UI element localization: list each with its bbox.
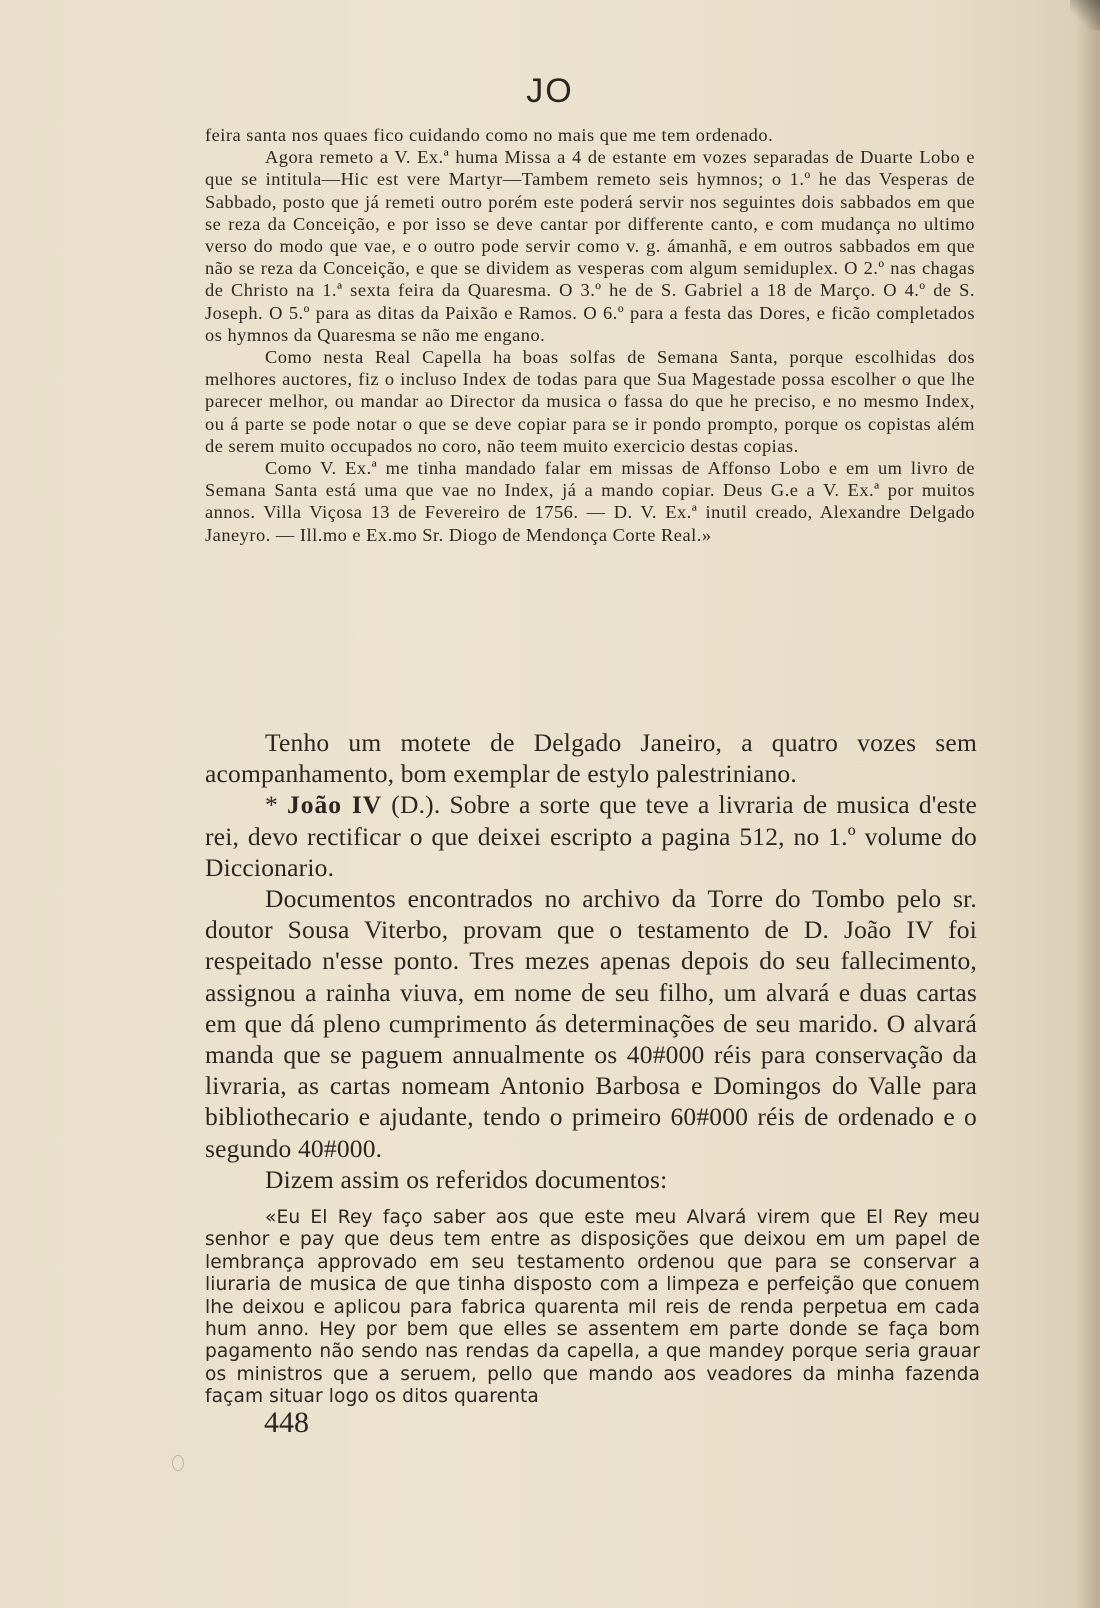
quote-paragraph-1: «Eu El Rey faço saber aos que este meu Alvará virem que El Rey meu senhor e pay que deus tem entre as disposições que deixou em um papel de lembrança approvado em seu testamento ordenou que para se conservar a liuraria de musica de que tinha disposto com a limpeza e perfeição que conuem lhe deixou e aplicou para fabrica quarenta mil reis de renda perpetua em cada hum anno. Hey por bem que elles se assentem em parte donde se faça bom pagamento não sendo nas rendas da capella, a que mandey porque seria grauar os ministros que a seruem, pello que mando aos veadores da minha fazenda façam situar logo os ditos quarenta — [205, 1207, 980, 1408]
body-paragraph-3: Documentos encontrados no archivo da Torre do Tombo pelo sr. doutor Sousa Viterbo, provam que o testamento de D. João IV foi respeitado n'esse ponto. Tres mezes apenas depois do seu fallecimento, assignou a rainha viuva, em nome de seu filho, um alvará e duas cartas em que dá pleno cumprimento ás determinações de seu marido. O alvará manda que se paguem annualmente os 40#000 réis para conservação da livraria, as cartas nomeam Antonio Barbosa e Domingos do Valle para bibliothecario e ajudante, tendo o primeiro 60#000 réis de ordenado e o segundo 40#000. — [205, 884, 977, 1163]
letter-paragraph-4: Como V. Ex.ª me tinha mandado falar em missas de Affonso Lobo e em um livro de Semana Santa está uma que vae no Index, já a mando copiar. Deus G.e a V. Ex.ª por muitos annos. Villa Viçosa 13 de Fevereiro de 1756. — D. V. Ex.ª inutil creado, Alexandre Delgado Janeyro. — Ill.mo e Ex.mo Sr. Diogo de Mendonça Corte Real.» — [205, 458, 975, 545]
page-number: 448 — [264, 1406, 309, 1439]
entry-marker: * — [265, 790, 278, 820]
entry-text: (D.). Sobre a sorte que teve a livraria de musica d'este rei, devo rectificar o que deixei escripto a pagina 512, no 1.º volume do Diccionario. — [205, 790, 978, 882]
ink-blot — [172, 1455, 184, 1471]
letter-paragraph-1: feira santa nos quaes fico cuidando como no mais que me tem ordenado. — [205, 125, 774, 145]
quoted-document — [205, 1207, 980, 1409]
running-header: JO — [526, 72, 574, 110]
body-paragraph-4: Dizem assim os referidos documentos: — [265, 1164, 668, 1194]
main-text — [205, 727, 977, 1195]
page-corner-shadow — [1070, 0, 1100, 30]
page-edge-shadow — [1076, 0, 1100, 1608]
letter-paragraph-2: Agora remeto a V. Ex.ª huma Missa a 4 de estante em vozes separadas de Duarte Lobo e que se intitula—Hic est vere Martyr—Tambem remeto seis hymnos; o 1.º he das Vesperas de Sabbado, posto que já remeti outro porém este poderá servir nos seguintes dois sabbados em que se reza da Conceição, e por isso se deve cantar por differente canto, e com mudança no ultimo verso do modo que vae, e o outro pode servir como v. g. ámanhã, e em outros sabbados em que não se reza da Conceição, e que se dividem as vesperas com algum semiduplex. O 2.º nas chagas de Christo na 1.ª sexta feira da Quaresma. O 3.º he de S. Gabriel a 18 de Março. O 4.º de S. Joseph. O 5.º para as ditas da Paixão e Ramos. O 6.º para a festa das Dores, e ficão completados os hymnos da Quaresma se não me engano. — [205, 147, 975, 345]
letter-tail — [205, 124, 975, 546]
body-paragraph-2 — [205, 789, 977, 883]
letter-paragraph-3: Como nesta Real Capella ha boas solfas de Semana Santa, porque escolhidas dos melhores auctores, fiz o incluso Index de todas para que Sua Magestade possa escolher o que lhe parecer melhor, ou mandar ao Director da musica o fassa do que he preciso, e no mesmo Index, ou á parte se pode notar o que se deve copiar para se ir pondo prompto, porque os copistas além de serem muito occupados no coro, não teem muito exercicio destas copias. — [205, 347, 975, 456]
body-paragraph-1: Tenho um motete de Delgado Janeiro, a quatro vozes sem acompanhamento, bom exemplar de estylo palestriniano. — [205, 728, 977, 789]
entry-heading: João IV — [287, 790, 383, 820]
